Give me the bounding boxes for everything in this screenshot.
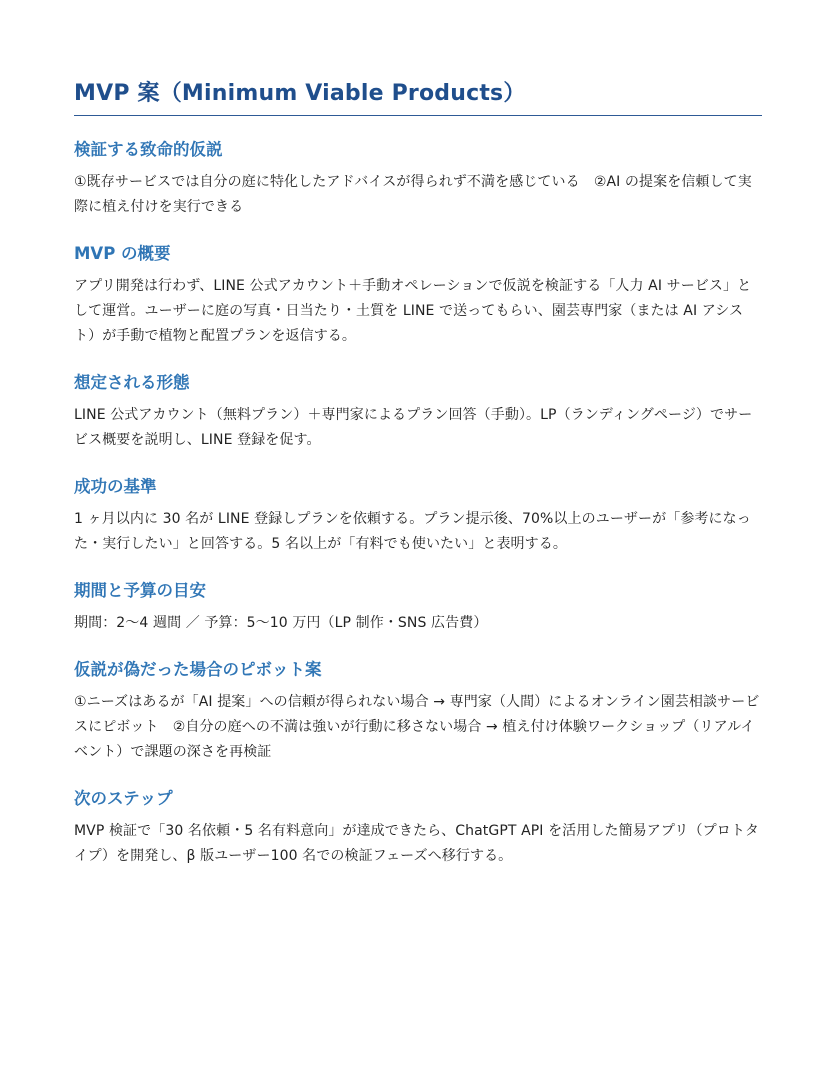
section-period-budget xyxy=(74,579,762,636)
section-heading: 次のステップ xyxy=(74,789,173,808)
section-body: 期間：2〜4 週間 ／ 予算：5〜10 万円（LP 制作・SNS 広告費） xyxy=(74,615,488,631)
section-pivot-plan xyxy=(74,658,762,765)
section-critical-hypothesis xyxy=(74,138,762,220)
section-heading: MVP の概要 xyxy=(74,244,171,263)
section-heading: 仮説が偽だった場合のピボット案 xyxy=(74,660,322,679)
section-next-steps xyxy=(74,787,762,869)
section-body: MVP 検証で「30 名依頼・5 名有料意向」が達成できたら、ChatGPT API を活用した簡易アプリ（プロトタイプ）を開発し、β 版ユーザー100 名での検証フェーズへ移行する。 xyxy=(74,823,760,864)
section-heading: 検証する致命的仮説 xyxy=(74,140,223,159)
section-body: 1 ヶ月以内に 30 名が LINE 登録しプランを依頼する。プラン提示後、70%以上のユーザーが「参考になった・実行したい」と回答する。5 名以上が「有料でも使いたい」と表明する。 xyxy=(74,511,751,552)
document-title: MVP 案（Minimum Viable Products） xyxy=(74,76,762,116)
section-body: ①既存サービスでは自分の庭に特化したアドバイスが得られず不満を感じている ②AI の提案を信頼して実際に植え付けを実行できる xyxy=(74,174,752,215)
section-heading: 成功の基準 xyxy=(74,477,157,496)
section-body: LINE 公式アカウント（無料プラン）＋専門家によるプラン回答（手動）。LP（ランディングページ）でサービス概要を説明し、LINE 登録を促す。 xyxy=(74,407,753,448)
section-heading: 期間と予算の目安 xyxy=(74,581,206,600)
section-body: アプリ開発は行わず、LINE 公式アカウント＋手動オペレーションで仮説を検証する「人力 AI サービス」として運営。ユーザーに庭の写真・日当たり・土質を LINE で送ってもらい、園芸専門家（または AI アシスト）が手動で植物と配置プランを返信する。 xyxy=(74,278,752,344)
section-heading: 想定される形態 xyxy=(74,373,190,392)
section-mvp-overview xyxy=(74,242,762,349)
section-body: ①ニーズはあるが「AI 提案」への信頼が得られない場合 → 専門家（人間）によるオンライン園芸相談サービスにピボット ②自分の庭への不満は強いが行動に移さない場合 → 植え付け体験ワークショップ（リアルイベント）で課題の深さを再検証 xyxy=(74,694,760,760)
section-expected-format xyxy=(74,371,762,453)
section-success-criteria xyxy=(74,475,762,557)
